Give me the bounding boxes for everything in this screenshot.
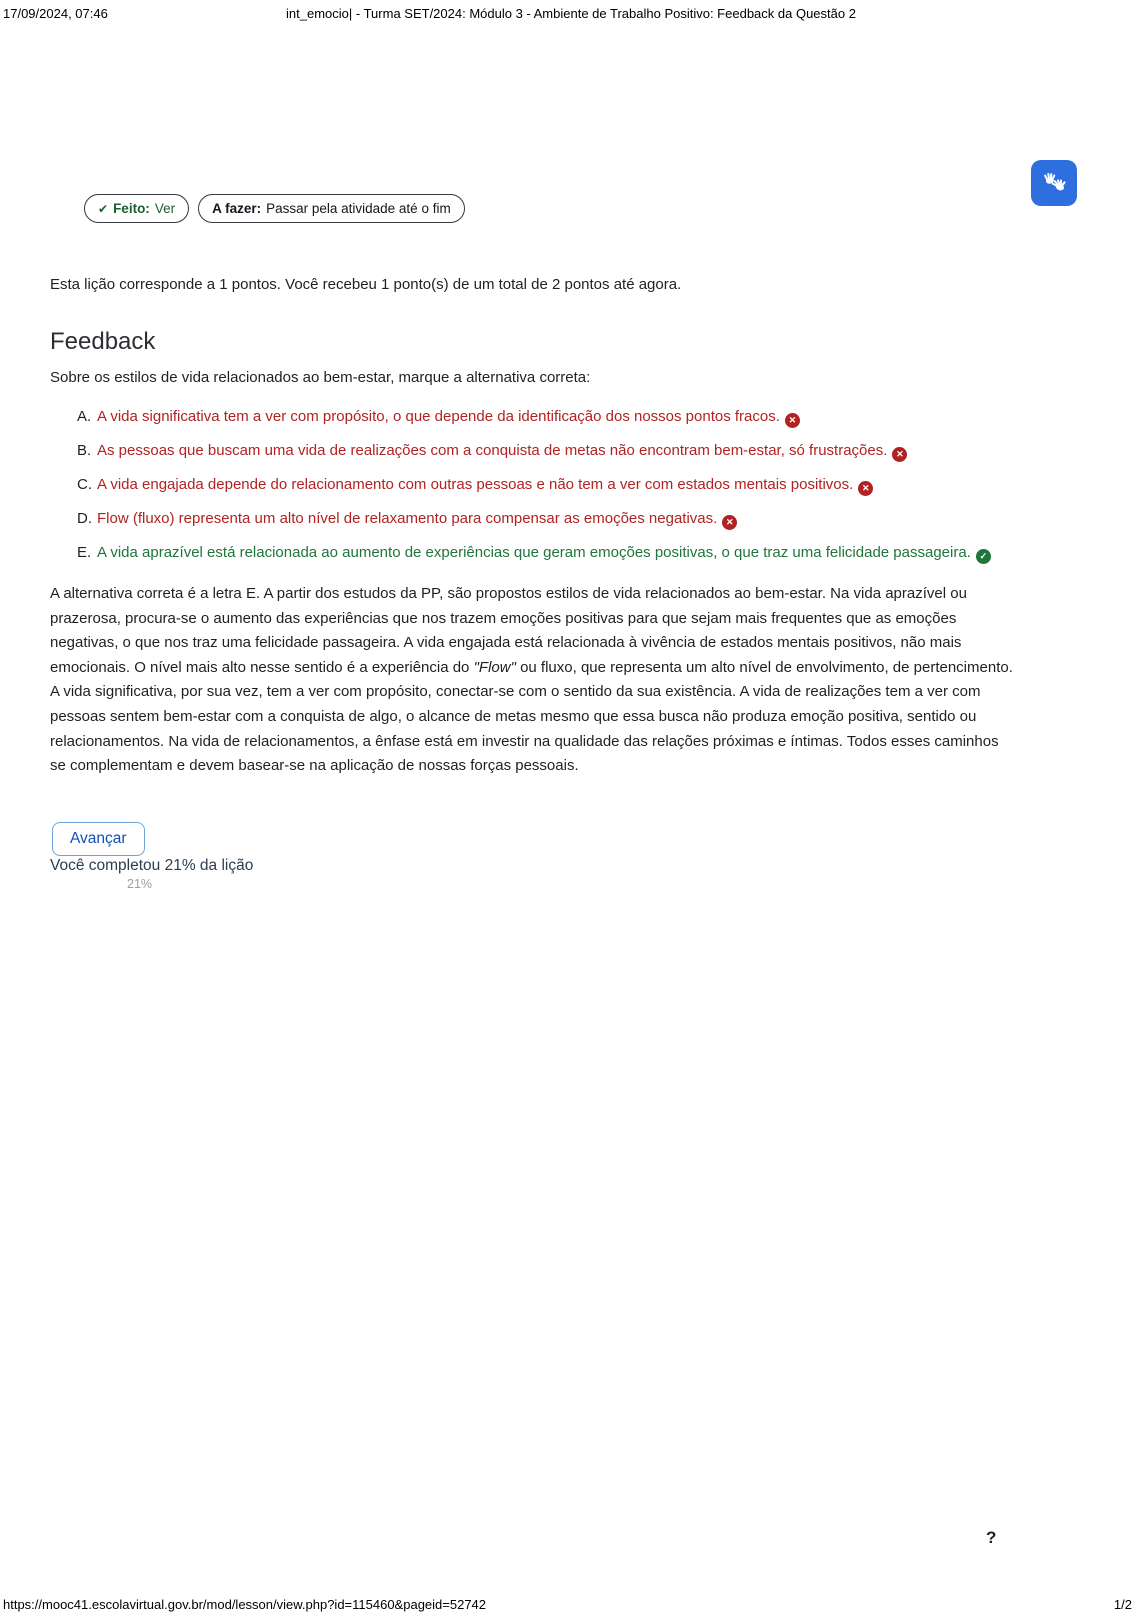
completion-badges xyxy=(84,194,465,223)
print-header xyxy=(0,6,1142,21)
lesson-progress-bar xyxy=(50,876,710,894)
sign-language-hands-icon xyxy=(1039,167,1069,200)
incorrect-circle-icon: ✕ xyxy=(892,447,907,462)
question-text: Sobre os estilos de vida relacionados ao bem-estar, marque a alternativa correta: xyxy=(50,369,591,386)
print-url: https://mooc41.escolavirtual.gov.br/mod/lesson/view.php?id=115460&pageid=52742 xyxy=(3,1597,487,1612)
explanation-part2: ou fluxo, que representa um alto nível de envolvimento, de pertencimento. A vida significativa, por sua vez, tem a ver com propósito, conectar-se com o sentido da sua existência. A vida de realizações tem a ver com pessoas sentem bem-estar com a conquista de algo, o alcance de metas mesmo que essa busca não produza emoção positiva, sentido ou relacionamentos. Na vida de relacionamentos, a ênfase está em investir na qualidade das relações próximas e íntimas. Todos esses caminhos se complementam e devem basear-se na aplicação de nossas forças pessoais. xyxy=(50,658,1013,775)
option-text: A vida significativa tem a ver com propósito, o que depende da identificação dos nossos pontos fracos. xyxy=(97,408,780,425)
option-text: A vida engajada depende do relacionamento com outras pessoas e não tem a ver com estados mentais positivos. xyxy=(97,476,854,493)
option-text: As pessoas que buscam uma vida de realizações com a conquista de metas não encontram bem-estar, só frustrações. xyxy=(97,442,888,459)
print-page-title: int_emocio| - Turma SET/2024: Módulo 3 - Ambiente de Trabalho Positivo: Feedback da Questão 2 xyxy=(286,6,856,21)
answer-option-c xyxy=(77,475,1087,496)
feedback-heading: Feedback xyxy=(50,328,156,355)
handtalk-libras-button[interactable] xyxy=(1031,160,1077,206)
badge-done-label: Feito: xyxy=(113,201,150,216)
lesson-points-text: Esta lição corresponde a 1 pontos. Você recebeu 1 ponto(s) de um total de 2 pontos até agora. xyxy=(50,276,682,293)
option-letter: E. xyxy=(77,544,92,561)
print-footer xyxy=(3,1597,1132,1612)
feedback-explanation xyxy=(50,582,1018,779)
badge-done xyxy=(84,194,189,223)
answer-options-list xyxy=(77,407,1087,577)
print-datetime: 17/09/2024, 07:46 xyxy=(3,6,108,21)
incorrect-circle-icon: ✕ xyxy=(722,515,737,530)
check-icon: ✔ xyxy=(98,201,109,216)
correct-circle-icon: ✓ xyxy=(976,549,991,564)
explanation-part1: A alternativa correta é a letra E. A partir dos estudos da PP, são propostos estilos de vida relacionados ao bem-estar. Na vida aprazível ou prazerosa, procura-se o aumento das experiências que nos trazem emoções positivas para que sejam mais frequentes que as emoções negativas, o que nos traz uma felicidade passageira. A vida engajada está relacionada à vivência de estados mentais positivos, não mais emocionais. O nível mais alto nesse sentido é a experiência do xyxy=(50,585,967,676)
option-letter: D. xyxy=(77,510,92,527)
help-icon[interactable]: ? xyxy=(986,1528,997,1547)
answer-option-b xyxy=(77,441,1087,462)
option-text: Flow (fluxo) representa um alto nível de relaxamento para compensar as emoções negativas. xyxy=(97,510,718,527)
answer-option-a xyxy=(77,407,1087,428)
badge-done-text: Ver xyxy=(154,201,176,216)
progress-percent-label: 21% xyxy=(127,877,153,891)
print-page-indicator: 1/2 xyxy=(1113,1597,1132,1612)
option-letter: A. xyxy=(77,408,92,425)
incorrect-circle-icon: ✕ xyxy=(858,481,873,496)
flow-italic-word: "Flow" xyxy=(473,658,516,676)
answer-option-e xyxy=(77,543,1087,564)
badge-todo-text: Passar pela atividade até o fim xyxy=(266,201,451,216)
answer-option-d xyxy=(77,509,1087,530)
progress-text: Você completou 21% da lição xyxy=(50,857,254,874)
option-letter: C. xyxy=(77,476,92,493)
option-text: A vida aprazível está relacionada ao aumento de experiências que geram emoções positivas, o que traz uma felicidade passageira. xyxy=(97,544,971,561)
option-letter: B. xyxy=(77,442,92,459)
incorrect-circle-icon: ✕ xyxy=(785,413,800,428)
badge-todo-label: A fazer: xyxy=(212,201,262,216)
advance-button[interactable]: Avançar xyxy=(52,822,145,856)
badge-todo xyxy=(198,194,465,223)
